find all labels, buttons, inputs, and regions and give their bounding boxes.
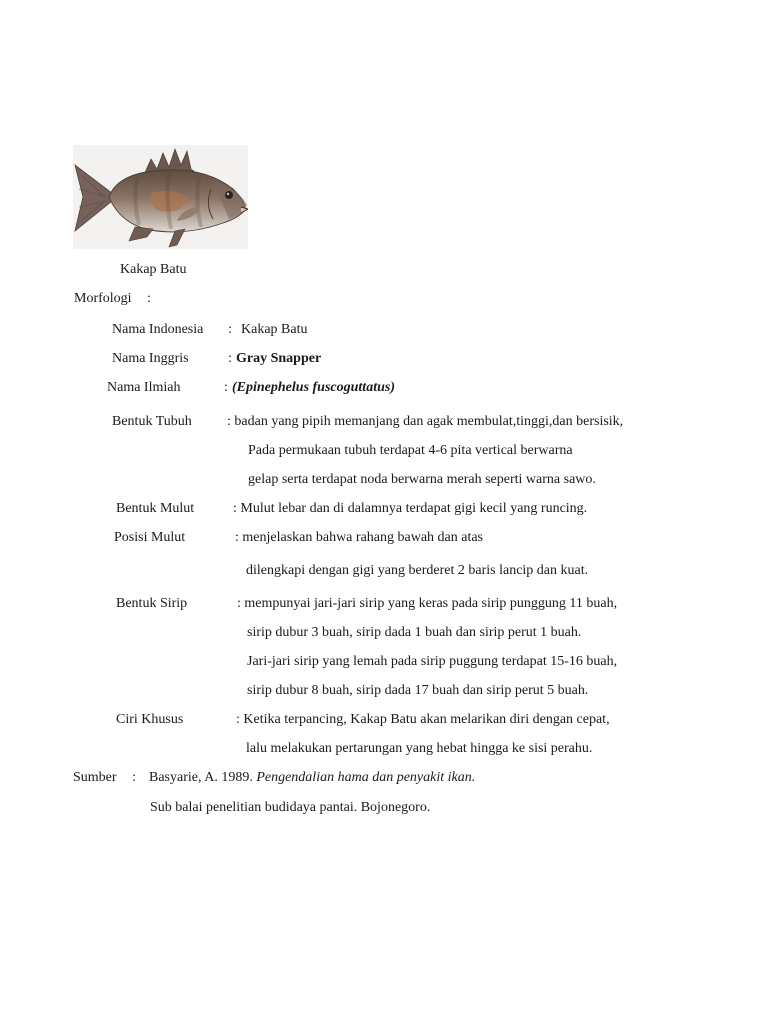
image-caption: Kakap Batu bbox=[120, 262, 187, 277]
nama-ilmiah-colon: : bbox=[224, 380, 228, 395]
posisi-mulut-line-1: : menjelaskan bahwa rahang bawah dan atas bbox=[235, 530, 484, 545]
morfologi-heading: Morfologi bbox=[74, 291, 132, 306]
sumber-citation bbox=[149, 770, 475, 786]
nama-indonesia-colon: : bbox=[228, 322, 232, 337]
bentuk-mulut-line-1: : Mulut lebar dan di dalamnya terdapat gigi kecil yang runcing. bbox=[233, 501, 588, 516]
sumber-label: Sumber bbox=[73, 770, 117, 785]
bentuk-sirip-line-2: sirip dubur 3 buah, sirip dada 1 buah dan sirip perut 1 buah. bbox=[247, 625, 582, 640]
nama-indonesia-label: Nama Indonesia bbox=[112, 322, 204, 337]
bentuk-sirip-label: Bentuk Sirip bbox=[116, 596, 188, 611]
bentuk-tubuh-label: Bentuk Tubuh bbox=[112, 414, 192, 429]
bentuk-tubuh-line-1: : badan yang pipih memanjang dan agak membulat,tinggi,dan bersisik, bbox=[227, 414, 624, 429]
nama-ilmiah-label: Nama Ilmiah bbox=[107, 380, 181, 395]
posisi-mulut-line-2: dilengkapi dengan gigi yang berderet 2 baris lancip dan kuat. bbox=[246, 563, 589, 578]
nama-inggris-label: Nama Inggris bbox=[112, 351, 189, 366]
bentuk-tubuh-line-3: gelap serta terdapat noda berwarna merah seperti warna sawo. bbox=[248, 472, 596, 487]
sumber-publisher: Sub balai penelitian budidaya pantai. Bojonegoro. bbox=[150, 800, 431, 815]
nama-inggris-colon: : bbox=[228, 351, 232, 366]
posisi-mulut-label: Posisi Mulut bbox=[114, 530, 186, 545]
bentuk-mulut-label: Bentuk Mulut bbox=[116, 501, 195, 516]
fish-image bbox=[73, 145, 248, 249]
ciri-khusus-label: Ciri Khusus bbox=[116, 712, 184, 727]
sumber-colon: : bbox=[132, 770, 136, 785]
bentuk-tubuh-line-2: Pada permukaan tubuh terdapat 4-6 pita vertical berwarna bbox=[248, 443, 573, 458]
bentuk-sirip-line-1: : mempunyai jari-jari sirip yang keras pada sirip punggung 11 buah, bbox=[237, 596, 618, 611]
nama-ilmiah-value: (Epinephelus fuscoguttatus) bbox=[232, 380, 395, 395]
sumber-author: Basyarie, A. 1989. bbox=[149, 770, 253, 785]
sumber-title: Pengendalian hama dan penyakit ikan. bbox=[256, 770, 476, 785]
bentuk-sirip-line-4: sirip dubur 8 buah, sirip dada 17 buah dan sirip perut 5 buah. bbox=[247, 683, 589, 698]
nama-indonesia-value: Kakap Batu bbox=[241, 322, 308, 337]
ciri-khusus-line-1: : Ketika terpancing, Kakap Batu akan melarikan diri dengan cepat, bbox=[236, 712, 610, 727]
morfologi-colon: : bbox=[147, 291, 151, 306]
nama-inggris-value: Gray Snapper bbox=[236, 351, 322, 366]
bentuk-sirip-line-3: Jari-jari sirip yang lemah pada sirip puggung terdapat 15-16 buah, bbox=[247, 654, 618, 669]
ciri-khusus-line-2: lalu melakukan pertarungan yang hebat hingga ke sisi perahu. bbox=[246, 741, 593, 756]
